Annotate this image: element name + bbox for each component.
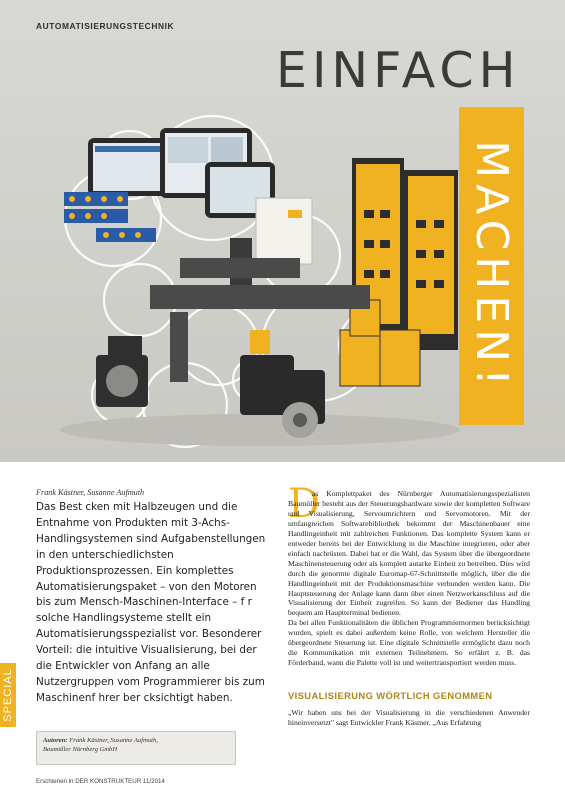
authors-line <box>43 736 229 745</box>
subheading: VISUALISIERUNG WÖRTLICH GENOMMEN <box>288 690 493 701</box>
body-paragraph-1: as Komplettpaket des Nürnberger Automatisierungsspezialisten Baumüller besteht aus der Steuerungshardware sowie der kompletten Software und Visualisierung, Servoumrichtern und Servomotoren. Mit der umfangreichen Softwarebibliothek bekommt der Maschinenbauer eine Handlingeinheit mit zahlreichen Funktionen. Das komplette System kann er entweder bereits bei der Entwicklung in die Maschine integrieren, oder aber einfach nachrüsten. Dabei hat er die Wahl, das System über die übergeordnete Maschinensteuerung oder als komplett autarke Einheit zu betreiben. Dies wird durch die genormte digitale Euromap-67-Schnittstelle möglich, über die die Handlingeinheit mit der Produktionsmaschine verbunden werden kann. Die Hauptsteuerung der Anlage kann dann über einen Netzwerkanschluss auf die Visualisierung der Einheit zugreifen. So kann der Bediener das Handling bequem am Hauptterminal bedienen. <box>288 489 530 618</box>
authors-company: Baumüller Nürnberg GmbH <box>43 746 118 753</box>
drop-cap: D <box>288 481 321 527</box>
authors-box <box>36 731 236 765</box>
headline: EINFACH <box>276 42 521 99</box>
section-tag: AUTOMATISIERUNGSTECHNIK <box>36 21 175 31</box>
body-paragraph-3: „Wir haben uns bei der Visualisierung in die verschiedenen Anwender hineinversetzt" sagt Entwickler Frank Kästner. „Aus Erfahrung <box>288 708 530 727</box>
body-paragraph-2: Da bei allen Funktionalitäten die üblichen Programmiernormen berücksichtigt wurden, spielt es dabei außerdem keine Rolle, von welchem Hersteller die übergeordnete Steuerung ist. Eine digitale Schnittstelle ermöglicht dazu noch die Kommunikation mit externen Teilnehmern. So erfährt z. B. das Förderband, wann die Palette voll ist und weitertransportiert werden muss. <box>288 618 530 667</box>
special-label: SPECIAL <box>2 668 14 722</box>
lead-paragraph: Das Best cken mit Halbzeugen und die Entnahme von Produkten mit 3-Achs-Handlingsystemen sind Aufgabenstellungen in den unterschiedlichsten Produktionsprozessen. Ein komplettes Automatisierungspaket – von den Motoren bis zum Mensch-Maschinen-Interface – f r solche Handlingsysteme stellt ein Automatisierungsspezialist vor. Besonderer Vorteil: die intuitive Visualisierung, bei der die Entwickler von Anfang an alle Nutzergruppen vom Programmierer bis zum Maschinenf hrer ber cksichtigt haben. <box>36 501 266 704</box>
authors-label: Autoren: <box>43 737 68 744</box>
headline-vertical: MACHEN! <box>466 140 517 392</box>
authors-names: Frank Kästner, Susanne Aufmuth, <box>69 737 158 744</box>
footer-citation: Erschienen in DER KONSTRUKTEUR 11/2014 <box>36 778 165 785</box>
byline: Frank Kästner, Susanne Aufmuth <box>36 488 145 497</box>
